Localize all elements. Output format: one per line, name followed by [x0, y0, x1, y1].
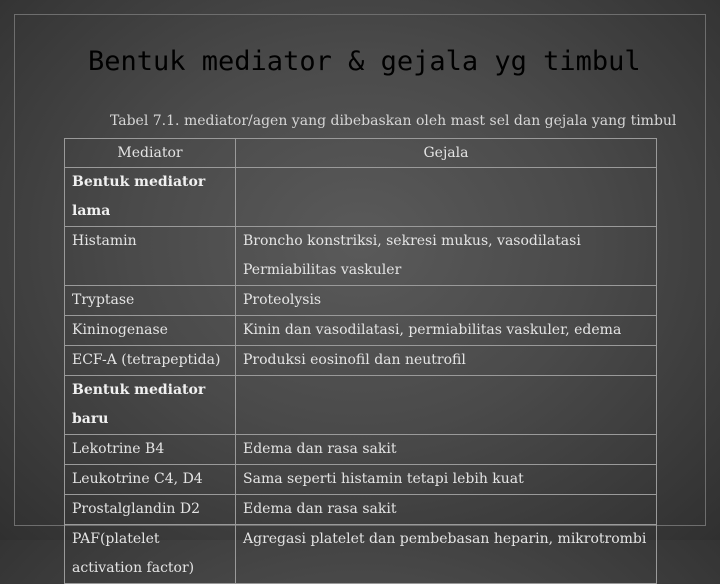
- gejala-cell: [236, 316, 657, 346]
- mediator-name-line: PAF(platelet: [72, 531, 160, 547]
- mediator-name: Histamin: [72, 233, 137, 249]
- gejala-cell: [236, 465, 657, 495]
- table-row: [65, 286, 657, 316]
- mediator-name: Tryptase: [72, 292, 135, 308]
- section-empty-cell: [236, 168, 657, 227]
- mediator-cell: [65, 525, 236, 584]
- gejala-text: Agregasi platelet dan pembebasan heparin, mikrotrombi: [243, 531, 647, 547]
- gejala-cell: [236, 286, 657, 316]
- mediator-cell: [65, 495, 236, 525]
- table-row: [65, 435, 657, 465]
- gejala-text: Broncho konstriksi, sekresi mukus, vasodilatasi: [243, 233, 581, 249]
- gejala-text: Permiabilitas vaskuler: [243, 262, 402, 278]
- gejala-text: Edema dan rasa sakit: [243, 441, 397, 457]
- gejala-text: Produksi eosinofil dan neutrofil: [243, 352, 466, 368]
- table-row: [65, 346, 657, 376]
- mediator-cell: [65, 346, 236, 376]
- table-row: [65, 465, 657, 495]
- gejala-text: Sama seperti histamin tetapi lebih kuat: [243, 471, 524, 487]
- mediator-cell: [65, 316, 236, 346]
- gejala-cell: [236, 227, 657, 286]
- mediator-cell: [65, 227, 236, 286]
- section-label: Bentuk mediator baru: [65, 376, 236, 435]
- table-caption: Tabel 7.1. mediator/agen yang dibebaskan oleh mast sel dan gejala yang timbul: [110, 113, 677, 129]
- header-gejala: Gejala: [236, 139, 657, 168]
- gejala-text: Edema dan rasa sakit: [243, 501, 397, 517]
- gejala-text: Proteolysis: [243, 292, 322, 308]
- mediator-name: Prostalglandin D2: [72, 501, 201, 517]
- gejala-cell: [236, 495, 657, 525]
- gejala-cell: [236, 435, 657, 465]
- table-row: [65, 525, 657, 584]
- gejala-text: Kinin dan vasodilatasi, permiabilitas vaskuler, edema: [243, 322, 622, 338]
- mediator-name: Lekotrine B4: [72, 441, 165, 457]
- mediator-name: Leukotrine C4, D4: [72, 471, 203, 487]
- section-row-new: [65, 376, 657, 435]
- spacer-line: [72, 256, 235, 285]
- table-row: [65, 316, 657, 346]
- section-label: Bentuk mediator lama: [65, 168, 236, 227]
- table-row: [65, 495, 657, 525]
- mediator-name: Kininogenase: [72, 322, 168, 338]
- mediator-cell: [65, 286, 236, 316]
- mediator-name-line: activation factor): [72, 560, 195, 576]
- mediator-cell: [65, 435, 236, 465]
- mediator-table: [64, 138, 657, 584]
- table-header-row: [65, 139, 657, 168]
- mediator-name: ECF-A (tetrapeptida): [72, 352, 221, 368]
- section-empty-cell: [236, 376, 657, 435]
- header-mediator: Mediator: [65, 139, 236, 168]
- mediator-cell: [65, 465, 236, 495]
- gejala-cell: [236, 525, 657, 584]
- slide-title: Bentuk mediator & gejala yg timbul: [88, 46, 641, 77]
- gejala-cell: [236, 346, 657, 376]
- table-row: [65, 227, 657, 286]
- section-row-old: [65, 168, 657, 227]
